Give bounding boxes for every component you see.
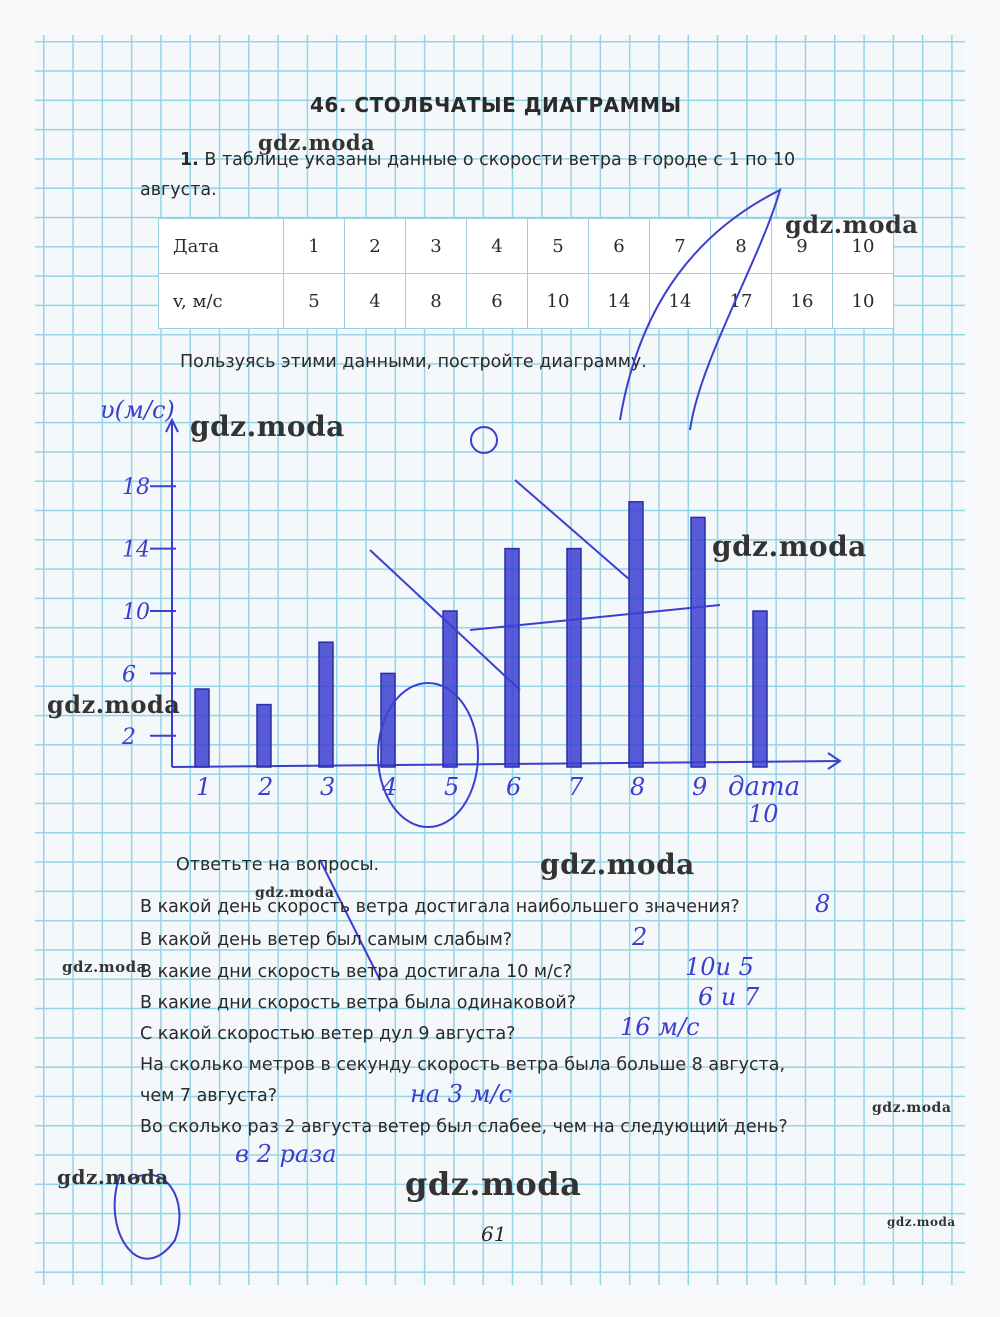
y-axis-label: υ(м/с): [100, 396, 175, 424]
x-tick-label: 9: [692, 773, 708, 801]
bar: [319, 642, 333, 767]
y-tick-label: 2: [122, 724, 136, 750]
watermark: gdz.moda: [785, 210, 919, 239]
watermark: gdz.moda: [47, 690, 181, 719]
table-cell: 4: [467, 219, 528, 274]
watermark: gdz.moda: [405, 1165, 582, 1203]
page-number: 61: [481, 1222, 507, 1246]
table-cell: 17: [711, 274, 772, 329]
table-cell: 4: [345, 274, 406, 329]
instruction-text: Пользуясь этими данными, постройте диаграмму.: [180, 352, 647, 372]
bar: [505, 549, 519, 767]
bar: [195, 689, 209, 767]
watermark: gdz.moda: [712, 530, 867, 563]
x-tick-label: 4: [382, 773, 398, 801]
y-tick-label: 18: [122, 475, 150, 501]
table-cell: 2: [345, 219, 406, 274]
question-6-line2: чем 7 августа?: [140, 1086, 277, 1106]
y-tick-label: 14: [122, 537, 150, 563]
question-3: В какие дни скорость ветра достигала 10 м/с?: [140, 962, 572, 982]
answer-1: 8: [815, 890, 831, 918]
chart-layer: [100, 396, 840, 828]
watermark: gdz.moda: [872, 1100, 952, 1116]
bar: [753, 611, 767, 767]
question-4: В какие дни скорость ветра была одинаковой?: [140, 993, 577, 1013]
answer-5: 16 м/с: [620, 1013, 700, 1041]
pen-circle-decoration: [471, 427, 497, 453]
watermark: gdz.moda: [190, 410, 345, 443]
table-cell: 7: [650, 219, 711, 274]
x-tick-label: 2: [258, 773, 274, 801]
bar: [257, 705, 271, 767]
table-cell: 6: [467, 274, 528, 329]
answer-6: на 3 м/с: [410, 1080, 513, 1108]
x-tick-label: 10: [748, 800, 779, 828]
x-tick-label: 5: [444, 773, 460, 801]
y-tick-label: 6: [122, 662, 136, 688]
x-tick-label: 3: [320, 773, 336, 801]
task-number: 1.: [180, 150, 199, 170]
question-6-line1: На сколько метров в секунду скорость ветра была больше 8 августа,: [140, 1055, 786, 1075]
section-title: 46. СТОЛБЧАТЫЕ ДИАГРАММЫ: [310, 93, 682, 117]
x-tick-label: 7: [568, 773, 584, 801]
question-1: В какой день скорость ветра достигала наибольшего значения?: [140, 897, 740, 917]
table-cell: 5: [284, 274, 345, 329]
table-header-date: Дата: [159, 219, 284, 274]
x-tick-label: 1: [196, 773, 212, 801]
watermark: gdz.moda: [258, 130, 376, 155]
answer-4: 6 и 7: [698, 983, 760, 1011]
watermark: gdz.moda: [887, 1215, 956, 1229]
table-cell: 10: [528, 274, 589, 329]
question-5: С какой скоростью ветер дул 9 августа?: [140, 1024, 516, 1044]
x-axis-label: дата: [728, 772, 801, 802]
table-cell: 9: [772, 219, 833, 274]
table-cell: 5: [528, 219, 589, 274]
questions-heading: Ответьте на вопросы.: [176, 855, 380, 875]
bar: [567, 549, 581, 767]
table-cell: 14: [589, 274, 650, 329]
answer-3: 10и 5: [685, 953, 754, 981]
x-tick-label: 8: [630, 773, 646, 801]
table-cell: 3: [406, 219, 467, 274]
answer-7: в 2 раза: [235, 1140, 337, 1168]
question-7: Во сколько раз 2 августа ветер был слабее, чем на следующий день?: [140, 1117, 788, 1137]
bar: [691, 517, 705, 767]
table-cell: 16: [772, 274, 833, 329]
watermark: gdz.moda: [62, 958, 147, 976]
y-tick-label: 10: [122, 600, 150, 625]
watermark: gdz.moda: [255, 885, 335, 901]
table-header-speed: v, м/с: [159, 274, 284, 329]
table-cell: 1: [284, 219, 345, 274]
task-description: В таблице указаны данные о скорости ветра в городе с 1 по 10 августа.: [140, 150, 796, 200]
table-cell: 10: [833, 274, 894, 329]
table-cell: 8: [406, 274, 467, 329]
watermark: gdz.moda: [540, 848, 695, 881]
table-cell: 10: [833, 219, 894, 274]
x-tick-label: 6: [506, 773, 522, 801]
question-2: В какой день ветер был самым слабым?: [140, 930, 513, 950]
table-cell: 6: [589, 219, 650, 274]
answer-2: 2: [632, 923, 648, 951]
table-cell: 8: [711, 219, 772, 274]
watermark: gdz.moda: [57, 1165, 169, 1189]
table-cell: 14: [650, 274, 711, 329]
pen-stroke-decoration: [620, 190, 780, 430]
bar: [629, 502, 643, 767]
